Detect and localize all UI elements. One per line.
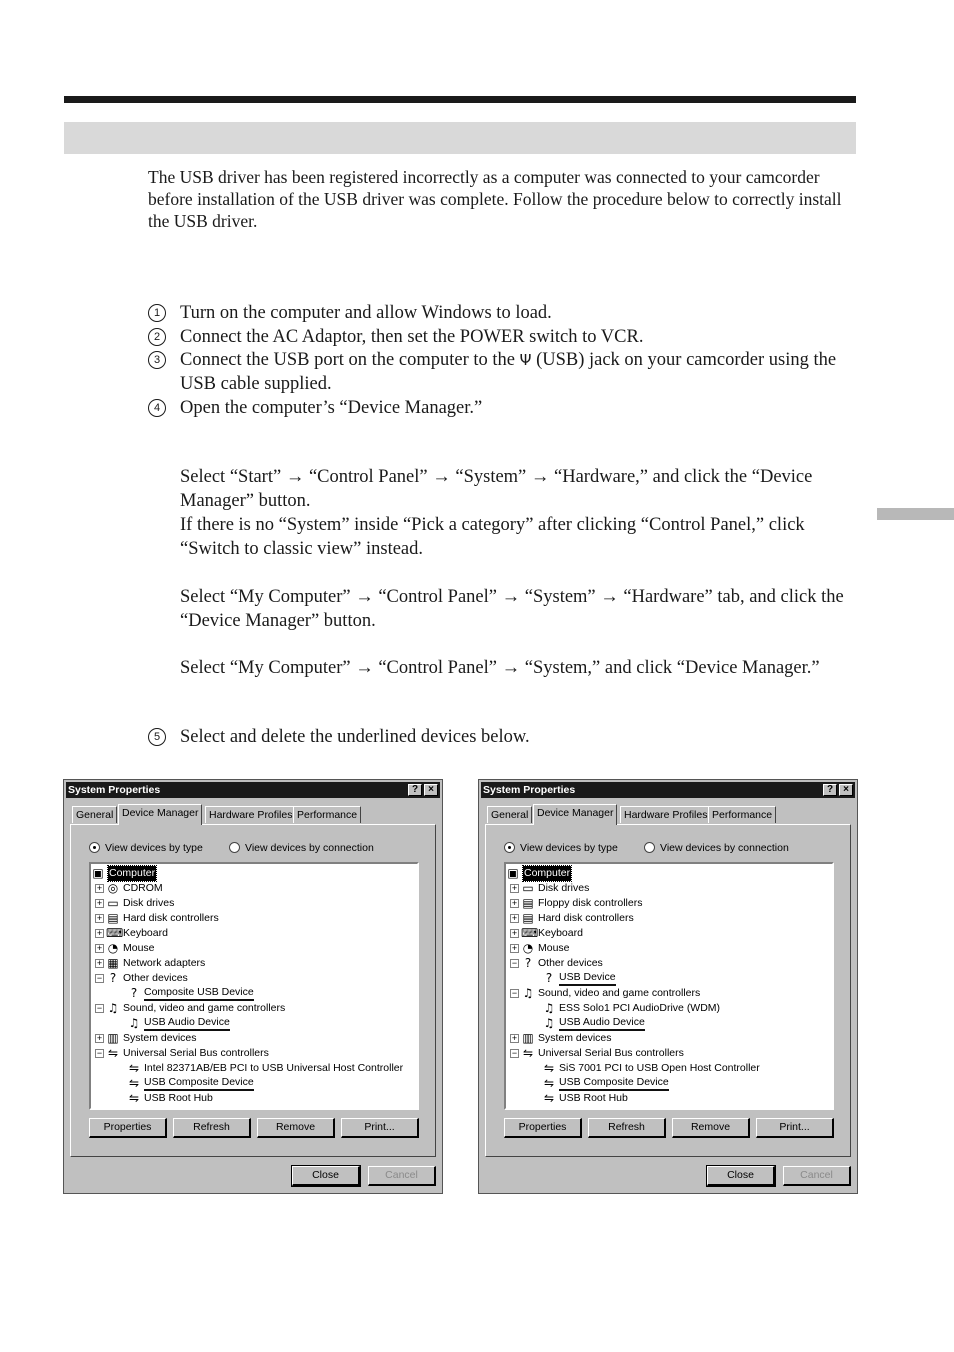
tree-item-label: Mouse [538, 942, 570, 954]
system-properties-dialog-right [478, 779, 858, 1194]
tree-item-label: USB Composite Device [144, 1076, 254, 1091]
tab-performance[interactable]: Performance [708, 806, 776, 823]
remove-button[interactable]: Remove [257, 1118, 335, 1138]
step-text: Select and delete the underlined devices below. [180, 727, 530, 747]
device-tree[interactable] [504, 862, 834, 1110]
radio-label: View devices by connection [245, 842, 374, 854]
instruction-win98: Select “My Computer” → “Control Panel” → “System,” and click “Device Manager.” [180, 658, 820, 678]
controller-icon: ▤ [522, 911, 534, 925]
computer-icon: ▣ [507, 866, 519, 880]
tree-item-label: Universal Serial Bus controllers [123, 1047, 269, 1059]
cancel-button[interactable]: Cancel [783, 1166, 851, 1186]
properties-button[interactable]: Properties [89, 1118, 167, 1138]
sound-icon: ♫ [543, 1016, 555, 1030]
mouse-icon: ◔ [107, 941, 119, 955]
close-icon[interactable]: × [424, 784, 438, 796]
disk-drive-icon: ▭ [107, 896, 119, 910]
help-button[interactable]: ? [408, 784, 422, 796]
tree-item-label: Universal Serial Bus controllers [538, 1047, 684, 1059]
collapse-icon[interactable]: − [96, 973, 103, 983]
tree-item-label: Sound, video and game controllers [538, 987, 701, 999]
step-3-text-b: (USB) jack on your camcorder using the USB cable supplied. [180, 350, 837, 394]
dialog-title: System Properties [483, 784, 576, 796]
tree-item-label: USB Root Hub [144, 1092, 213, 1104]
mouse-icon: ◔ [522, 941, 534, 955]
system-properties-dialog-left [63, 779, 443, 1194]
keyboard-icon: ⌨ [106, 926, 124, 940]
usb-trident-icon: Ψ [519, 351, 532, 369]
intro-paragraph: The USB driver has been registered incorrectly as a computer was connected to your camcorder before installation of the USB driver was complete. Follow the procedure below to correctly install the USB driver. [148, 167, 842, 231]
tree-item-label: Computer [524, 867, 571, 879]
tree-item-label: Composite USB Device [144, 986, 254, 1001]
keyboard-icon: ⌨ [521, 926, 539, 940]
collapse-icon[interactable]: − [511, 1048, 518, 1058]
step-number: 5 [148, 728, 166, 746]
refresh-button[interactable]: Refresh [588, 1118, 666, 1138]
radio-unselected-icon[interactable] [229, 842, 240, 853]
collapse-icon[interactable]: − [511, 988, 518, 998]
expand-icon[interactable]: + [511, 1033, 518, 1043]
top-rule [64, 96, 856, 103]
tree-item-label: Sound, video and game controllers [123, 1002, 286, 1014]
tab-performance[interactable]: Performance [293, 806, 361, 823]
step-number: 2 [148, 328, 166, 346]
usb-icon: ⇋ [543, 1076, 555, 1090]
properties-button[interactable]: Properties [504, 1118, 582, 1138]
expand-icon[interactable]: + [511, 883, 518, 893]
title-bar [66, 782, 440, 798]
usb-icon: ⇋ [128, 1091, 140, 1105]
expand-icon[interactable]: + [96, 1033, 103, 1043]
tree-item-label: System devices [123, 1032, 197, 1044]
remove-button[interactable]: Remove [672, 1118, 750, 1138]
cancel-button[interactable]: Cancel [368, 1166, 436, 1186]
collapse-icon[interactable]: − [96, 1048, 103, 1058]
tab-general[interactable]: General [487, 806, 532, 823]
expand-icon[interactable]: + [511, 913, 518, 923]
tree-item-label: Mouse [123, 942, 155, 954]
tree-item-label: Computer [109, 867, 156, 879]
controller-icon: ▤ [522, 896, 534, 910]
tab-hardware-profiles[interactable]: Hardware Profiles [205, 806, 296, 823]
usb-icon: ⇋ [543, 1091, 555, 1105]
tree-item-label: USB Root Hub [559, 1092, 628, 1104]
system-icon: ▥ [107, 1031, 119, 1045]
radio-label: View devices by type [520, 842, 618, 854]
expand-icon[interactable]: + [96, 898, 103, 908]
question-icon: ? [524, 956, 532, 970]
close-button[interactable]: Close [707, 1166, 775, 1186]
step-text: Open the computer’s “Device Manager.” [180, 398, 483, 418]
expand-icon[interactable]: + [96, 883, 103, 893]
tree-item-label: USB Device [559, 971, 616, 986]
close-icon[interactable]: × [839, 784, 853, 796]
tree-item-label: System devices [538, 1032, 612, 1044]
tree-item-label: Keyboard [123, 927, 168, 939]
tree-item-label: Other devices [123, 972, 188, 984]
sound-icon: ♫ [128, 1016, 140, 1030]
tree-item-label: USB Composite Device [559, 1076, 669, 1091]
expand-icon[interactable]: + [511, 943, 518, 953]
tab-hardware-profiles[interactable]: Hardware Profiles [620, 806, 711, 823]
usb-icon: ⇋ [128, 1076, 140, 1090]
refresh-button[interactable]: Refresh [173, 1118, 251, 1138]
expand-icon[interactable]: + [96, 928, 103, 938]
tree-item-label: CDROM [123, 882, 163, 894]
question-icon: ? [545, 971, 553, 985]
instruction-classic-view: If there is no “System” inside “Pick a category” after clicking “Control Panel,” click “Switch to classic view” instead. [180, 515, 805, 559]
instruction-winxp: Select “Start” → “Control Panel” → “System” → “Hardware,” and click the “Device Manager” button. [180, 467, 813, 511]
question-icon: ? [109, 971, 117, 985]
tree-item-label: SiS 7001 PCI to USB Open Host Controller [559, 1062, 760, 1074]
step-text [180, 348, 870, 396]
cdrom-icon: ◎ [107, 881, 119, 895]
instruction-win2000: Select “My Computer” → “Control Panel” → “System” → “Hardware” tab, and click the “Device Manager” button. [180, 587, 844, 631]
tree-item-label: USB Audio Device [144, 1016, 230, 1031]
sound-icon: ♫ [107, 1001, 119, 1015]
question-icon: ? [130, 986, 138, 1000]
tree-item-label: Other devices [538, 957, 603, 969]
collapse-icon[interactable]: − [96, 1003, 103, 1013]
tree-item-label: USB Audio Device [559, 1016, 645, 1031]
tab-device-manager[interactable]: Device Manager [533, 804, 617, 825]
network-icon: ▦ [107, 956, 119, 970]
controller-icon: ▤ [107, 911, 119, 925]
dialog-title: System Properties [68, 784, 161, 796]
usb-icon: ⇋ [107, 1046, 119, 1060]
expand-icon[interactable]: + [511, 928, 518, 938]
tree-item-label: Network adapters [123, 957, 206, 969]
step-text: Turn on the computer and allow Windows to load. [180, 303, 552, 323]
tree-item-label: Disk drives [123, 897, 175, 909]
radio-label: View devices by type [105, 842, 203, 854]
help-button[interactable]: ? [823, 784, 837, 796]
tree-item-label: Intel 82371AB/EB PCI to USB Universal Host Controller [144, 1062, 404, 1074]
expand-icon[interactable]: + [511, 898, 518, 908]
tree-item-label: Hard disk controllers [538, 912, 634, 924]
device-tree[interactable] [89, 862, 419, 1110]
tree-item-label: Floppy disk controllers [538, 897, 643, 909]
tree-item-label: Keyboard [538, 927, 583, 939]
tree-item-label: Disk drives [538, 882, 590, 894]
usb-icon: ⇋ [543, 1061, 555, 1075]
tab-general[interactable]: General [72, 806, 117, 823]
radio-unselected-icon[interactable] [644, 842, 655, 853]
radio-label: View devices by connection [660, 842, 789, 854]
tree-item-label: Hard disk controllers [123, 912, 219, 924]
sound-icon: ♫ [522, 986, 534, 1000]
tree-item-label: ESS Solo1 PCI AudioDrive (WDM) [559, 1002, 721, 1014]
side-thumb-tab [877, 508, 954, 520]
collapse-icon[interactable]: − [511, 958, 518, 968]
title-bar [481, 782, 855, 798]
expand-icon[interactable]: + [96, 913, 103, 923]
section-header-bar [64, 122, 856, 154]
step-text: Connect the AC Adaptor, then set the POWER switch to VCR. [180, 327, 644, 347]
usb-icon: ⇋ [128, 1061, 140, 1075]
step-3-text-a: Connect the USB port on the computer to the [180, 350, 515, 370]
print-button[interactable]: Print... [756, 1118, 834, 1138]
system-icon: ▥ [522, 1031, 534, 1045]
close-button[interactable]: Close [292, 1166, 360, 1186]
tab-device-manager[interactable]: Device Manager [118, 804, 202, 825]
radio-selected-icon[interactable] [89, 842, 100, 853]
step-number: 1 [148, 304, 166, 322]
expand-icon[interactable]: + [96, 958, 103, 968]
disk-drive-icon: ▭ [522, 881, 534, 895]
computer-icon: ▣ [92, 866, 104, 880]
usb-icon: ⇋ [522, 1046, 534, 1060]
radio-selected-icon[interactable] [504, 842, 515, 853]
sound-icon: ♫ [543, 1001, 555, 1015]
step-number: 4 [148, 399, 166, 417]
expand-icon[interactable]: + [96, 943, 103, 953]
print-button[interactable]: Print... [341, 1118, 419, 1138]
step-number: 3 [148, 351, 166, 369]
